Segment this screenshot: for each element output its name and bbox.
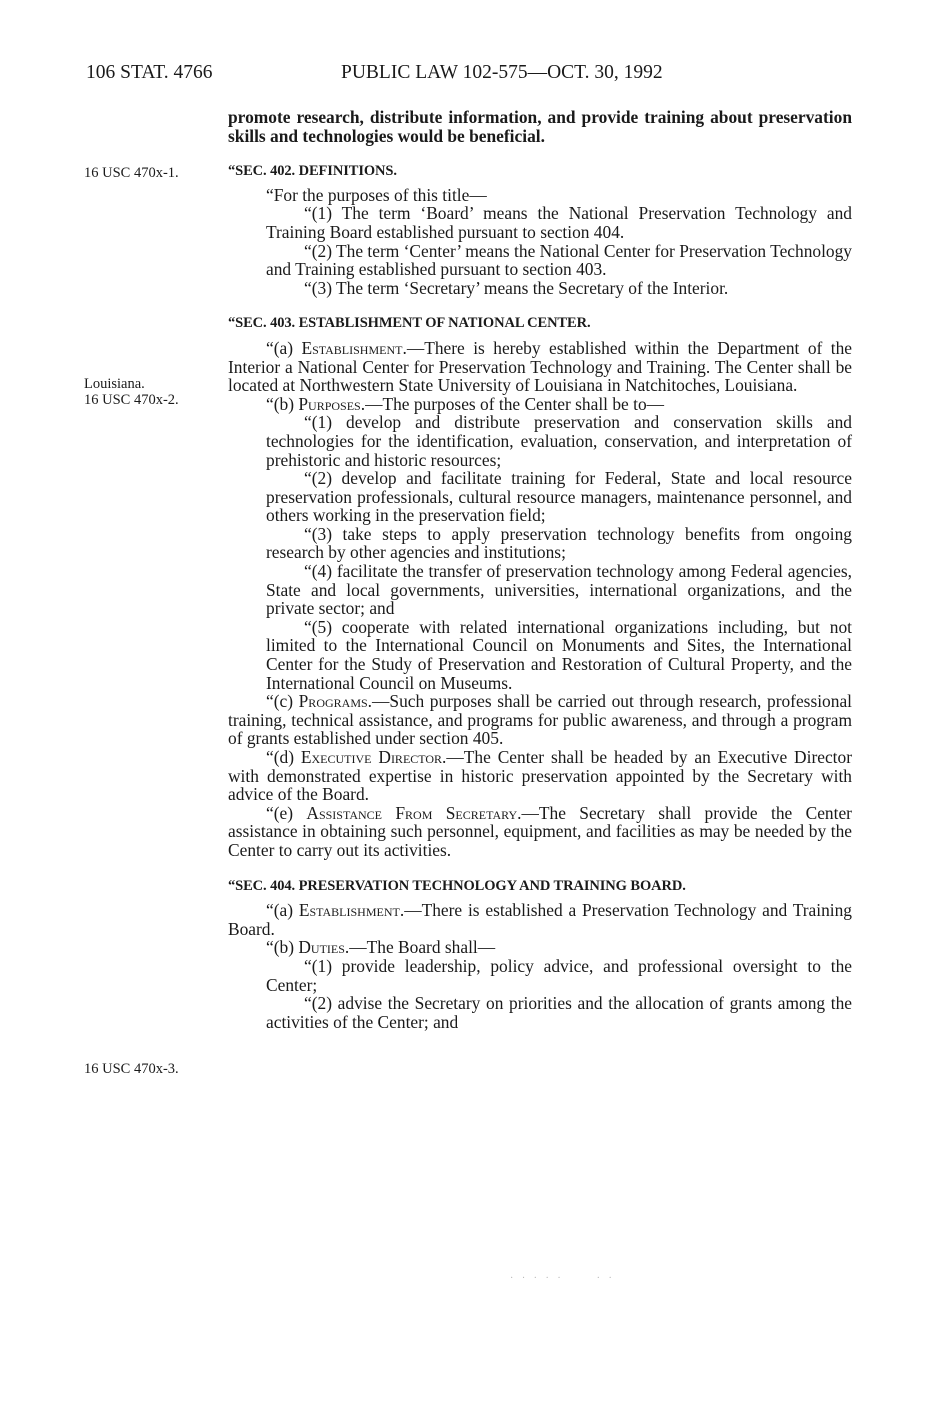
sec-404-a-open: “(a) xyxy=(266,900,299,921)
definition-1: “(1) The term ‘Board’ means the National Preservation Technology and Training Board established pursuant to section 404. xyxy=(266,203,852,242)
sec-402-heading: “SEC. 402. DEFINITIONS. xyxy=(228,163,397,180)
sec-403-a-text: —There is hereby established within the Department of the Interior a National Center for Preservation Technology and Training. The Center shall be located at Northwestern State University of Louisiana in Natchitoches, Louisiana. xyxy=(228,337,852,396)
sec-403-b-text: —The purposes of the Center shall be to— xyxy=(365,393,665,414)
sec-403-d-open: “(d) xyxy=(266,747,301,767)
running-header xyxy=(86,62,866,86)
sec-403-c xyxy=(228,692,852,748)
sec-404-b-text: —The Board shall— xyxy=(349,937,496,958)
sec-402-lead: “For the purposes of this title— xyxy=(266,184,487,205)
purpose-3: “(3) take steps to apply preservation technology benefits from ongoing research by other agencies and institutions; xyxy=(266,523,852,563)
definition-2: “(2) The term ‘Center’ means the National Center for Preservation Technology and Training established pursuant to section 403. xyxy=(266,240,853,280)
purpose-1: “(1) develop and distribute preservation and conservation skills and technologies for the identification, evaluation, conservation, and interpretation of prehistoric and historic resources; xyxy=(266,412,852,470)
margin-note-louisiana: Louisiana. xyxy=(84,376,145,392)
sec-404-heading: “SEC. 404. PRESERVATION TECHNOLOGY AND TRAINING BOARD. xyxy=(228,877,686,894)
sec-403-b-open: “(b) xyxy=(266,393,299,414)
purpose-4: “(4) facilitate the transfer of preservation technology among Federal agencies, State and local governments, universities, international organizations, and the private sector; and xyxy=(266,561,852,619)
margin-note-usc-470x-2: 16 USC 470x-2. xyxy=(84,392,179,408)
sec-403-heading: “SEC. 403. ESTABLISHMENT OF NATIONAL CENTER. xyxy=(228,315,591,332)
sec-403-a xyxy=(228,339,852,395)
sec-403-e-open: “(e) xyxy=(266,802,307,823)
sec-403-c-text: —Such purposes shall be carried out through research, professional training, technical assistance, and programs for public awareness, and through a program of grants established under section 405. xyxy=(228,691,852,749)
sec-404-b xyxy=(228,938,852,957)
sec-404-b-title: Duties. xyxy=(298,937,350,958)
board-duty-2: “(2) advise the Secretary on priorities and the allocation of grants among the activities of the Center; and xyxy=(266,993,852,1032)
page-body xyxy=(228,108,852,1031)
margin-note-usc-470x-1: 16 USC 470x-1. xyxy=(84,165,179,181)
sec-404-b-open: “(b) xyxy=(266,937,299,958)
sec-403-e-title: Assistance From Secretary. xyxy=(306,802,522,823)
board-duty-1: “(1) provide leadership, policy advice, and professional oversight to the Center; xyxy=(266,955,852,995)
intro-paragraph: promote research, distribute information, and provide training about preservation skills and technologies would be beneficial. xyxy=(228,107,852,146)
sec-403-b xyxy=(228,395,852,414)
purpose-5: “(5) cooperate with related international organizations including, but not limited to the International Council on Monuments and Sites, the International Center for the Study of Preservation and Restoration of Cultural Property, and the International Council on Museums. xyxy=(266,616,852,693)
sec-403-c-title: Programs. xyxy=(298,691,373,712)
sec-404-a-title: Establishment. xyxy=(298,900,405,921)
sec-403-d-title: Executive Director. xyxy=(300,747,447,767)
margin-note-usc-470x-3: 16 USC 470x-3. xyxy=(84,1061,179,1077)
law-citation: PUBLIC LAW 102-575—OCT. 30, 1992 xyxy=(341,62,663,83)
sec-403-d-text: —The Center shall be headed by an Executive Director with demonstrated expertise in historic preservation appointed by the Secretary with advice of the Board. xyxy=(228,747,852,805)
sec-403-a-open: “(a) xyxy=(266,337,302,358)
purpose-2: “(2) develop and facilitate training for Federal, State and local resource preservation professionals, cultural resource managers, maintenance personnel, and others working in the preservation field; xyxy=(266,468,852,526)
sec-403-a-title: Establishment. xyxy=(301,337,407,358)
sec-404-a xyxy=(228,901,852,938)
sec-403-b-title: Purposes. xyxy=(298,393,366,414)
sec-404-a-text: —There is established a Preservation Technology and Training Board. xyxy=(228,900,852,939)
definition-3: “(3) The term ‘Secretary’ means the Secretary of the Interior. xyxy=(304,277,729,298)
stat-page-number: 106 STAT. 4766 xyxy=(86,62,213,83)
sec-403-e-text: —The Secretary shall provide the Center assistance in obtaining such personnel, equipment, and facilities as may be needed by the Center to carry out its activities. xyxy=(228,802,852,860)
sec-403-d xyxy=(228,748,852,804)
sec-403-e xyxy=(228,804,852,860)
scan-artifact-dots: · · · · · · · xyxy=(510,1273,615,1284)
sec-403-c-open: “(c) xyxy=(266,691,299,712)
